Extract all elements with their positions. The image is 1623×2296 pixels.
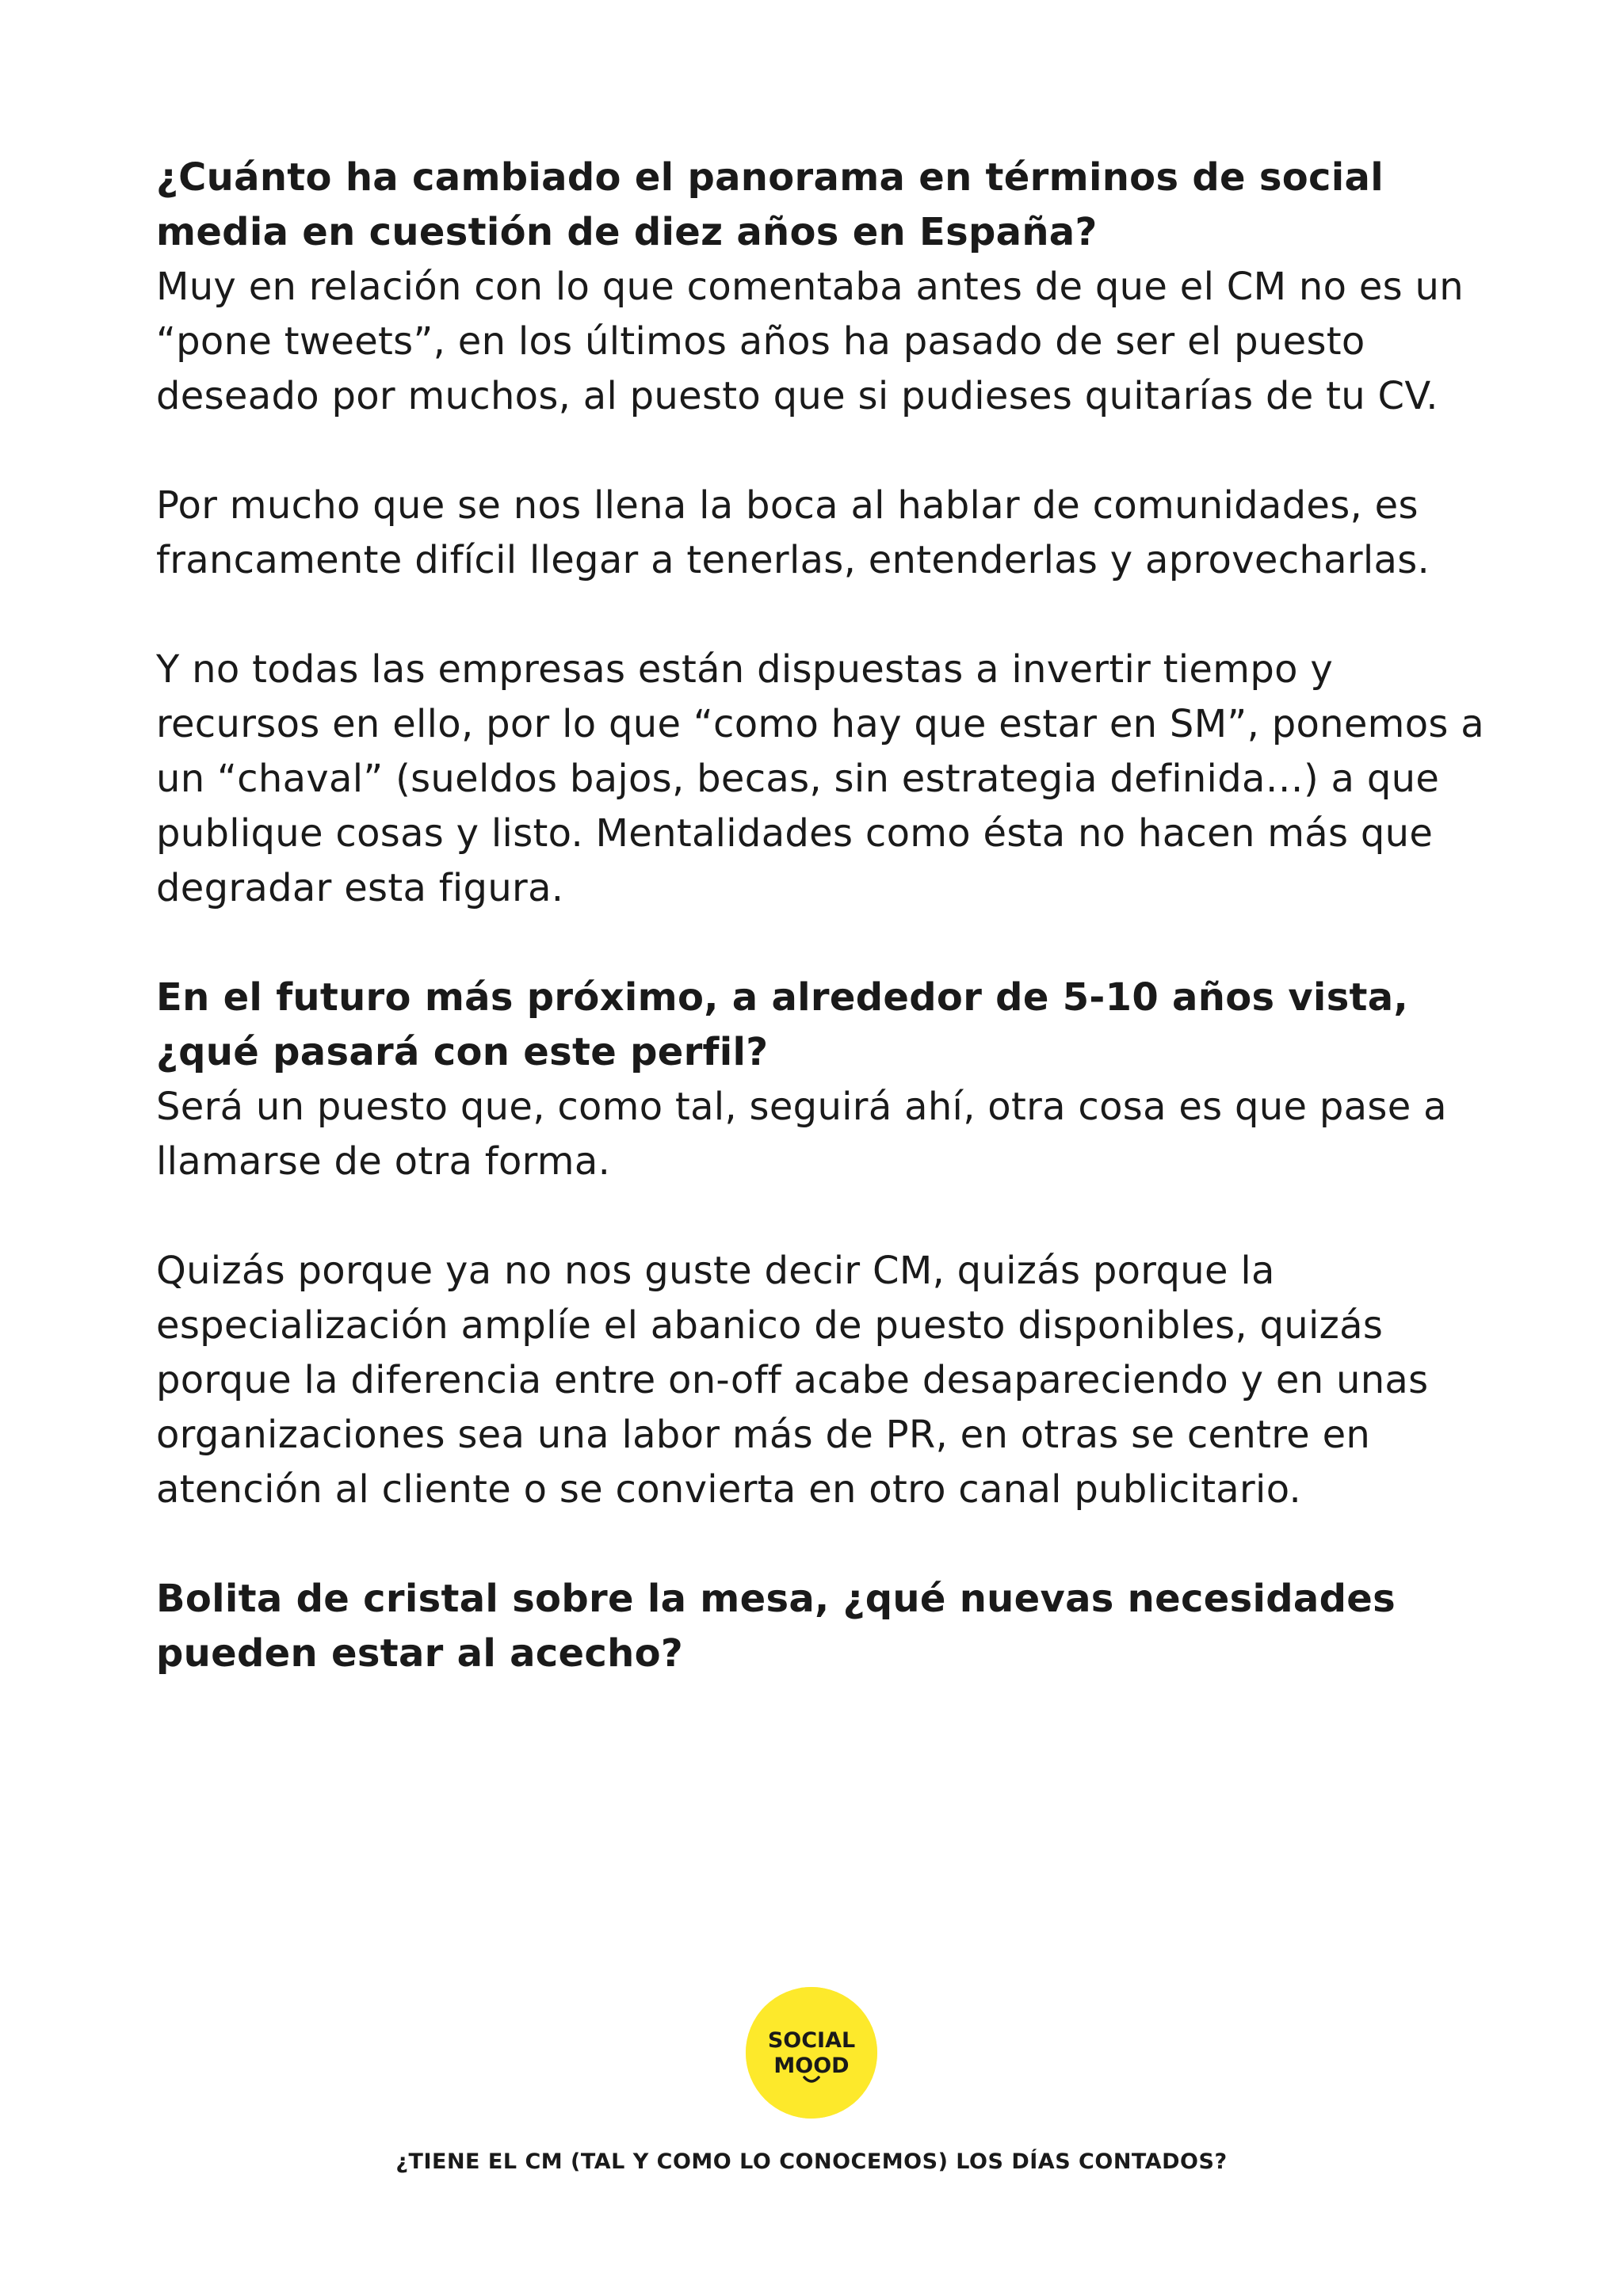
section-question: Bolita de cristal sobre la mesa, ¿qué nuevas necesidades pueden estar al acecho? (156, 1577, 1396, 1676)
section-paragraph: Quizás porque ya no nos guste decir CM, quizás porque la especialización amplíe el abanico de puesto disponibles, quizás porque la diferencia entre on-off acabe desapareciendo y en unas organizaciones sea una labor más de PR, en otras se centre en atención al cliente o se convierta en otro canal publicitario. (156, 1249, 1429, 1512)
section-paragraph-block (156, 1244, 1487, 1517)
document-footer-title: ¿TIENE EL CM (TAL Y COMO LO CONOCEMOS) LOS DÍAS CONTADOS? (395, 2149, 1228, 2174)
logo-circle (746, 1987, 877, 2119)
section-paragraph: Será un puesto que, como tal, seguirá ahí, otra cosa es que pase a llamarse de otra forma. (156, 1085, 1447, 1184)
section-paragraph: Por mucho que se nos llena la boca al hablar de comunidades, es francamente difícil llegar a tenerlas, entenderlas y aprovecharlas. (156, 483, 1430, 582)
section-paragraph: Muy en relación con lo que comentaba antes de que el CM no es un “pone tweets”, en los últimos años ha pasado de ser el puesto deseado por muchos, al puesto que si pudieses quitarías de tu CV. (156, 265, 1464, 418)
section-paragraph-block (156, 643, 1487, 916)
social-mood-logo (746, 1987, 877, 2119)
logo-text-mood: MOOD (773, 2054, 850, 2078)
article-body (156, 151, 1487, 1736)
logo-text-social: SOCIAL (767, 2028, 856, 2053)
section-question: En el futuro más próximo, a alrededor de 5-10 años vista, ¿qué pasará con este perfil? (156, 975, 1409, 1074)
section-1 (156, 151, 1487, 424)
section-paragraph: Y no todas las empresas están dispuestas a invertir tiempo y recursos en ello, por lo que “como hay que estar en SM”, ponemos a un “chaval” (sueldos bajos, becas, sin estrategia definida…) a que publique cosas y listo. Mentalidades como ésta no hacen más que degradar esta figura. (156, 647, 1484, 910)
section-paragraph-block (156, 479, 1487, 588)
section-3 (156, 1572, 1487, 1681)
section-2 (156, 971, 1487, 1189)
social-mood-logo-mark (746, 1987, 877, 2119)
section-question: ¿Cuánto ha cambiado el panorama en términos de social media en cuestión de diez años en España? (156, 155, 1384, 254)
